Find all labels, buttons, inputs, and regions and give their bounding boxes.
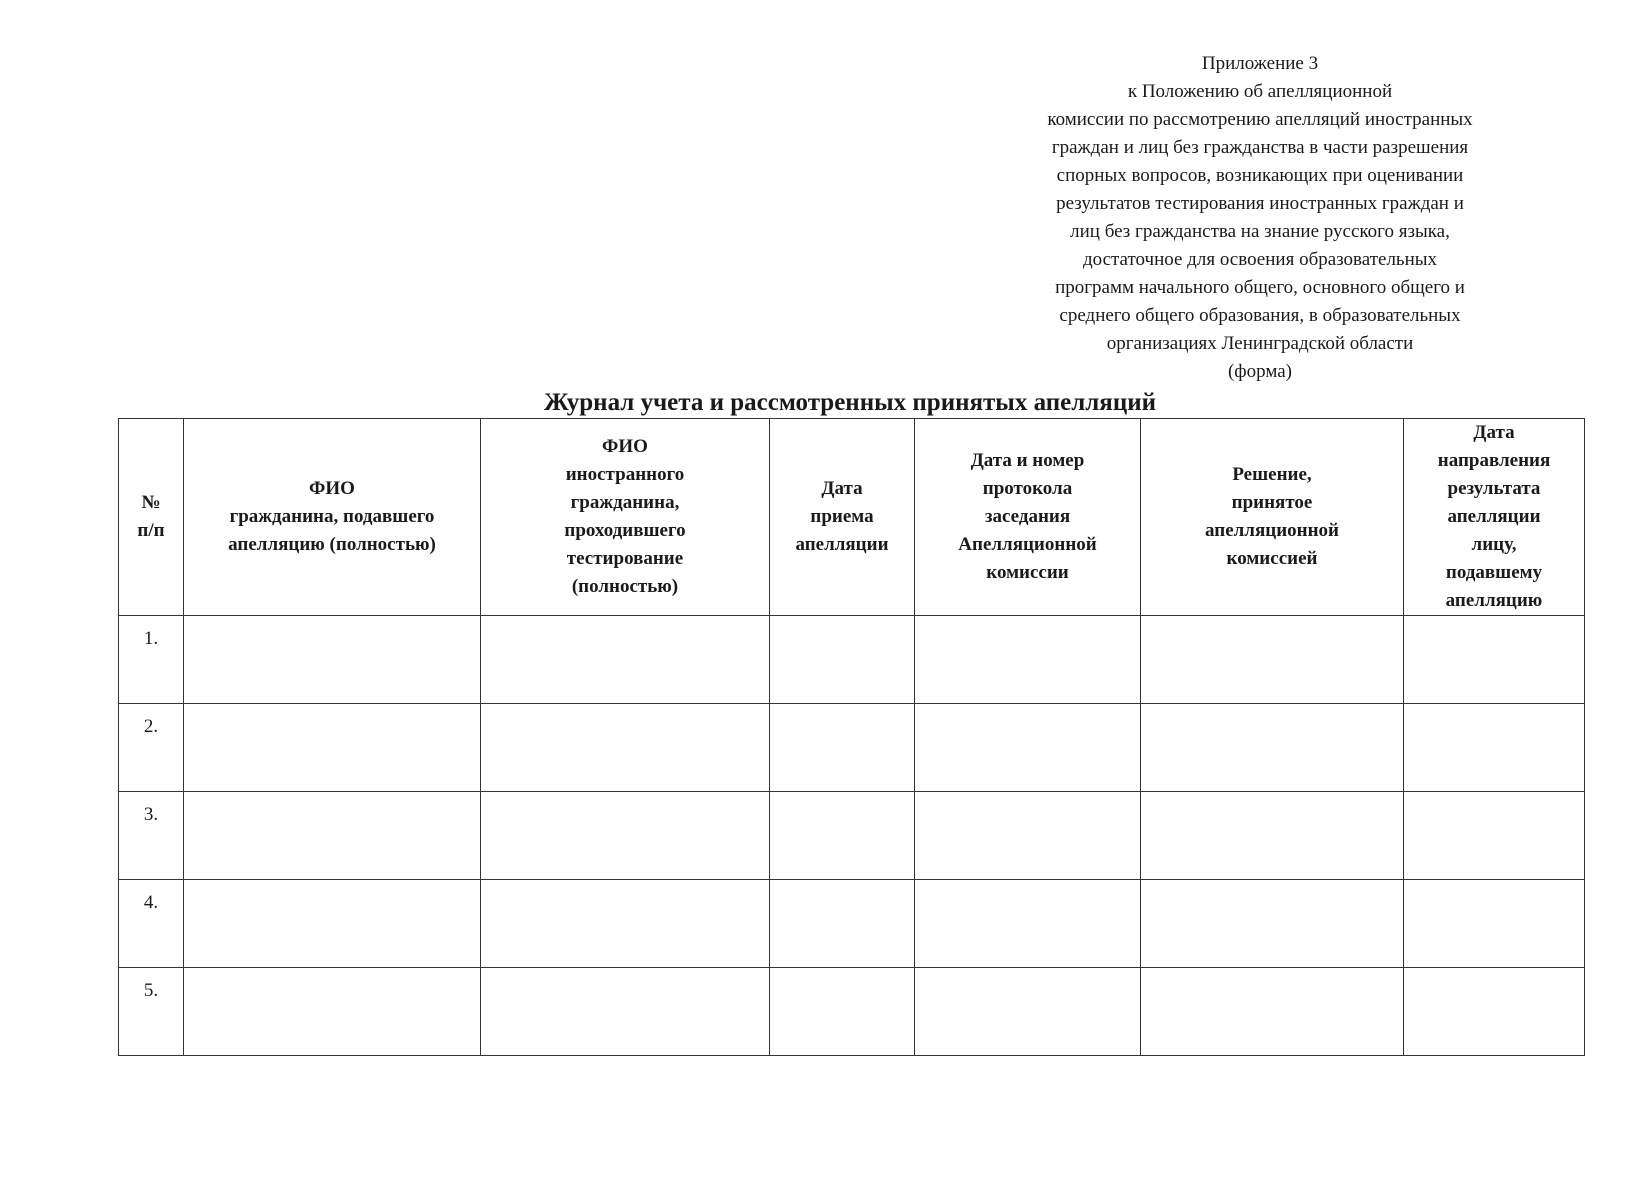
table-row [119,792,1585,880]
appendix-line: результатов тестирования иностранных граждан и [1056,193,1464,214]
appendix-line: достаточное для освоения образовательных [1082,249,1438,270]
table-cell [915,968,1141,1056]
table-cell [770,880,915,968]
table-cell [915,880,1141,968]
table-cell [770,704,915,792]
table-cell [1141,968,1404,1056]
table-cell [1404,616,1585,704]
appendix-line: спорных вопросов, возникающих при оценивании [1056,165,1464,186]
document-title: Журнал учета и рассмотренных принятых апелляций [543,389,1157,416]
row-number: 1. [119,616,184,704]
row-number: 4. [119,880,184,968]
header-protocol: Дата и номер протокола заседания Апелляционной комиссии [915,419,1141,616]
table-cell [770,968,915,1056]
table-cell [915,616,1141,704]
table-row [119,968,1585,1056]
appendix-line: лиц без гражданства на знание русского языка, [1070,221,1450,242]
header-appeal-date: Дата приема апелляции [770,419,915,616]
table-cell [770,792,915,880]
table-cell [915,792,1141,880]
appendix-line: организациях Ленинградской области [1106,333,1414,354]
appeals-journal-table [118,418,1585,1056]
table-cell [184,792,481,880]
table-cell [481,704,770,792]
appendix-line: (форма) [1227,361,1292,382]
header-foreign-citizen-name: ФИО иностранного гражданина, проходившего тестирование (полностью) [481,419,770,616]
table-cell [481,616,770,704]
appendix-header [990,50,1530,386]
row-number: 2. [119,704,184,792]
table-cell [184,968,481,1056]
appendix-line: к Положению об апелляционной [1127,81,1393,102]
appendix-line: комиссии по рассмотрению апелляций иностранных [1047,109,1473,130]
table-cell [184,704,481,792]
table-cell [481,880,770,968]
table-row [119,616,1585,704]
table-cell [915,704,1141,792]
table-cell [1141,792,1404,880]
table-cell [1404,792,1585,880]
row-number: 3. [119,792,184,880]
table-cell [1404,968,1585,1056]
table-cell [1141,704,1404,792]
row-number: 5. [119,968,184,1056]
table-cell [1404,704,1585,792]
table-header-row [119,419,1585,616]
table-cell [1141,880,1404,968]
table-cell [1141,616,1404,704]
table-cell [1404,880,1585,968]
table-cell [481,792,770,880]
table-row [119,880,1585,968]
header-number: № п/п [119,419,184,616]
header-decision: Решение, принятое апелляционной комиссией [1141,419,1404,616]
header-result-sent-date: Дата направления результата апелляции лицу, подавшему апелляцию [1404,419,1585,616]
table-cell [184,616,481,704]
appendix-line: Приложение 3 [1201,53,1319,74]
appendix-line: программ начального общего, основного общего и [1055,277,1465,298]
header-applicant-name: ФИО гражданина, подавшего апелляцию (полностью) [184,419,481,616]
table-row [119,704,1585,792]
table-cell [770,616,915,704]
appendix-line: среднего общего образования, в образовательных [1059,305,1461,326]
table-cell [481,968,770,1056]
appendix-line: граждан и лиц без гражданства в части разрешения [1051,137,1469,158]
table-cell [184,880,481,968]
